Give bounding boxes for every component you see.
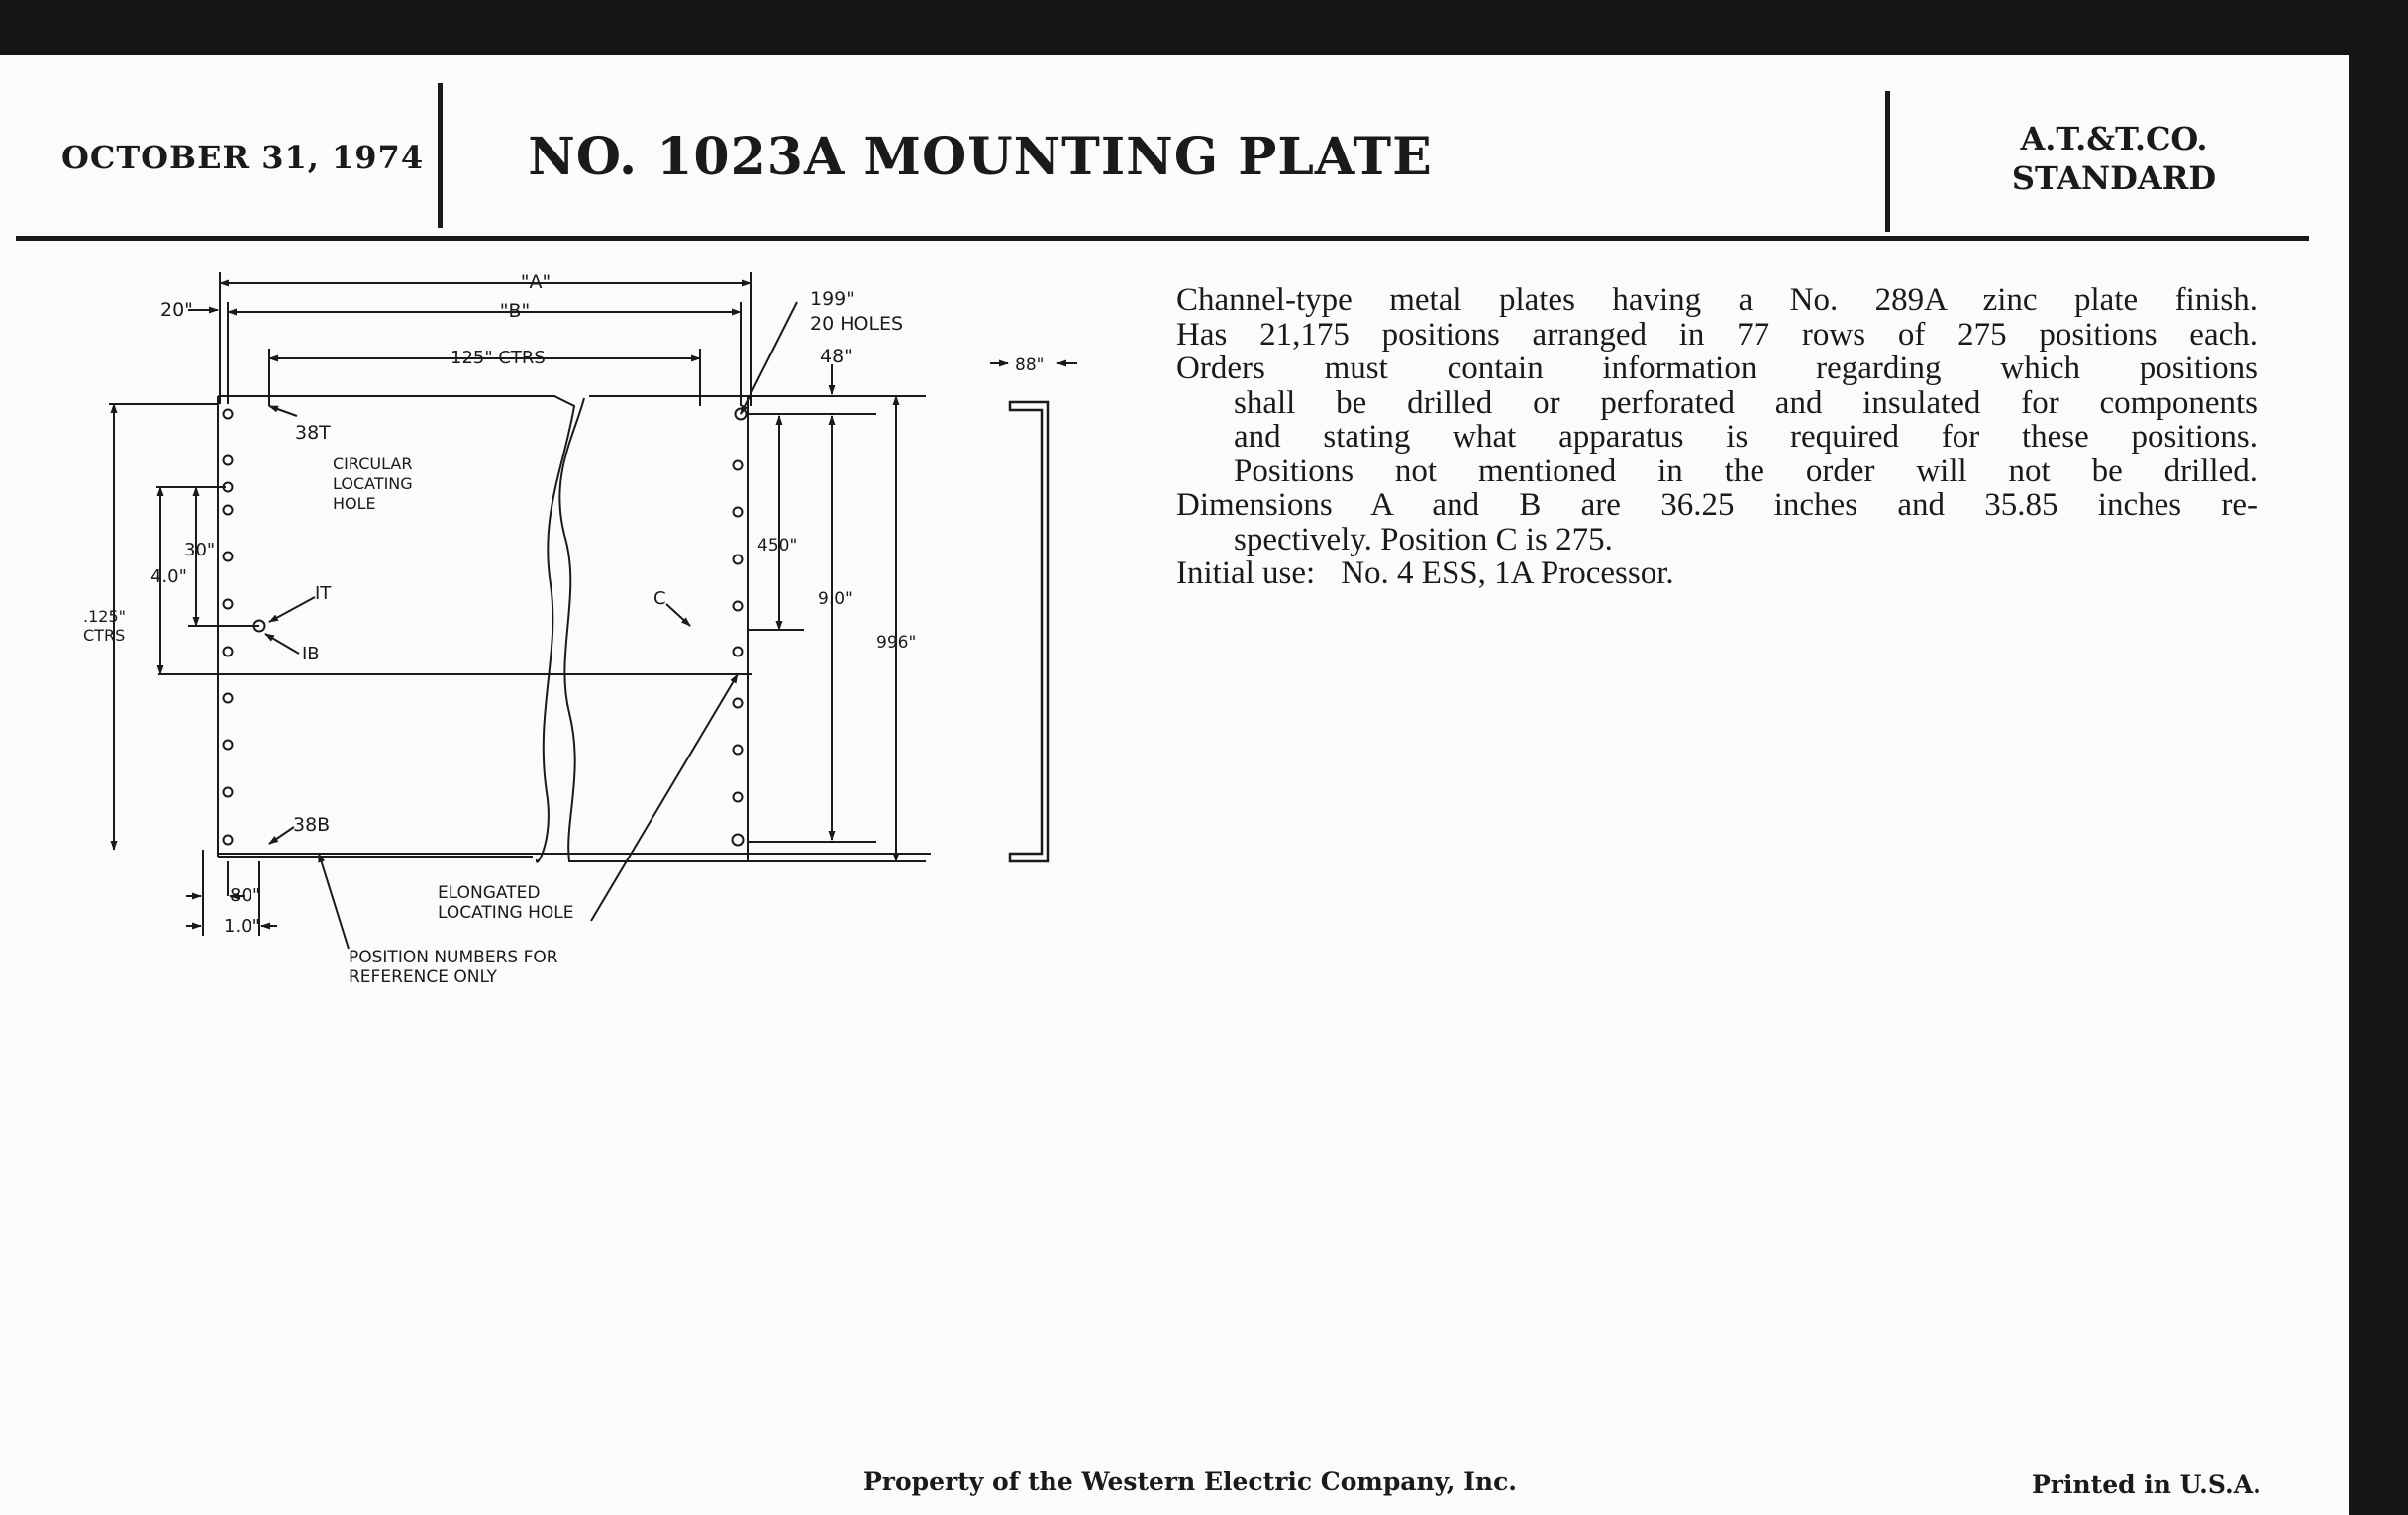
position-numbers-line-2: REFERENCE ONLY bbox=[349, 967, 498, 987]
elongated-line-1: ELONGATED bbox=[438, 883, 541, 903]
dim-450-label: 450" bbox=[757, 536, 798, 556]
description-line: Has 21,175 positions arranged in 77 rows of 275 positions each. bbox=[1176, 316, 2258, 353]
description-line: and stating what apparatus is required for these positions. bbox=[1234, 419, 2258, 454]
footer-property: Property of the Western Electric Company, Inc. bbox=[863, 1467, 1518, 1496]
description-line: Channel-type metal plates having a No. 289A zinc plate finish. bbox=[1176, 282, 2258, 318]
dim-199-label: 199" bbox=[810, 288, 855, 310]
hole-column-right bbox=[733, 409, 747, 846]
dim-125v-line-1: .125" bbox=[83, 607, 126, 626]
dim-10-label: 1.0" bbox=[224, 916, 260, 937]
dim-90-label: 9.0" bbox=[818, 589, 853, 609]
label-1b: IB bbox=[302, 644, 320, 664]
position-numbers-line-1: POSITION NUMBERS FOR bbox=[349, 948, 558, 967]
circular-line-1: CIRCULAR bbox=[333, 454, 413, 473]
channel-profile bbox=[1010, 402, 1048, 861]
footer-printed: Printed in U.S.A. bbox=[2032, 1470, 2261, 1499]
dim-80-label: 80" bbox=[230, 885, 261, 906]
header-date: OCTOBER 31, 1974 bbox=[61, 139, 425, 176]
dim-48-label: 48" bbox=[820, 346, 853, 367]
description-line: Positions not mentioned in the order will not be drilled. bbox=[1234, 453, 2258, 489]
label-38t: 38T bbox=[295, 422, 331, 444]
standard-line-1: A.T.&T.CO. bbox=[2020, 120, 2208, 157]
description-line: Dimensions A and B are 36.25 inches and 35.85 inches re- bbox=[1176, 487, 2258, 523]
dim-996-label: 996" bbox=[876, 633, 917, 653]
elongated-line-2: LOCATING HOLE bbox=[438, 903, 574, 923]
dim-125v-line-2: CTRS bbox=[83, 626, 126, 645]
initial-use-value: No. 4 ESS, 1A Processor. bbox=[1341, 556, 1674, 591]
page-title: NO. 1023A MOUNTING PLATE bbox=[528, 127, 1433, 187]
dim-a-label: "A" bbox=[520, 271, 552, 293]
circular-line-2: LOCATING bbox=[333, 474, 413, 493]
label-1t: IT bbox=[315, 583, 332, 604]
label-c: C bbox=[653, 588, 666, 609]
initial-use-label: Initial use: bbox=[1176, 556, 1316, 591]
dim-40-label: 4.0" bbox=[150, 566, 187, 587]
plate-right-outline bbox=[559, 396, 748, 861]
circular-line-3: HOLE bbox=[333, 494, 376, 513]
description-line: Orders must contain information regarding which positions bbox=[1176, 351, 2258, 386]
dim-b-label: "B" bbox=[499, 300, 531, 322]
holes-20-label: 20 HOLES bbox=[810, 313, 904, 335]
label-38b: 38B bbox=[293, 814, 331, 836]
dim-30-label: 30" bbox=[184, 540, 216, 560]
dim-20-label: 20" bbox=[160, 299, 193, 321]
dim-88-label: 88" bbox=[1015, 355, 1045, 375]
dim-125-ctrs-label: 125" CTRS bbox=[451, 348, 546, 368]
description-line: spectively. Position C is 275. bbox=[1234, 521, 1613, 557]
standard-line-2: STANDARD bbox=[2011, 159, 2217, 197]
description-line: shall be drilled or perforated and insulated for components bbox=[1234, 384, 2258, 421]
